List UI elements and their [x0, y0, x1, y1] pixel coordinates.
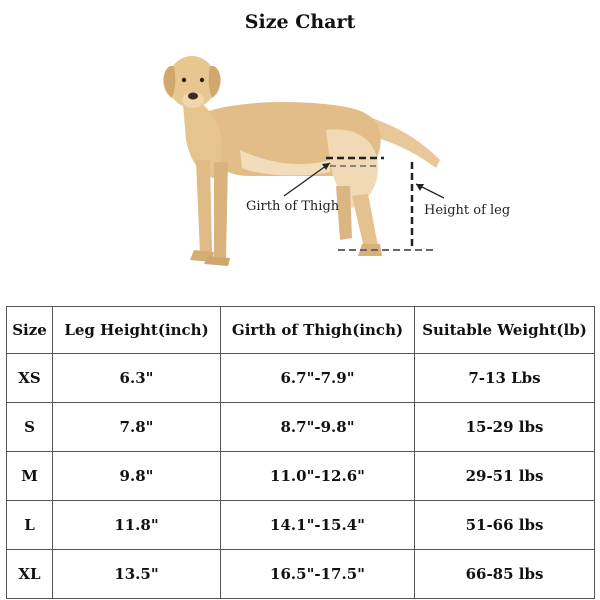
cell-thigh-girth: 14.1"-15.4" — [221, 501, 415, 550]
table-row — [7, 452, 595, 501]
cell-thigh-girth: 8.7"-9.8" — [221, 403, 415, 452]
cell-leg-height: 7.8" — [53, 403, 221, 452]
cell-weight: 29-51 lbs — [415, 452, 595, 501]
page-title: Size Chart — [244, 11, 356, 33]
cell-size: XL — [7, 550, 53, 599]
leg-height-label: Height of leg — [424, 203, 511, 218]
cell-leg-height: 9.8" — [53, 452, 221, 501]
cell-weight: 7-13 Lbs — [415, 354, 595, 403]
table-header-row — [7, 307, 595, 354]
header-thigh-girth: Girth of Thigh(inch) — [221, 307, 415, 354]
table-row — [7, 354, 595, 403]
table-row — [7, 403, 595, 452]
cell-thigh-girth: 6.7"-7.9" — [221, 354, 415, 403]
cell-leg-height: 6.3" — [53, 354, 221, 403]
dog-image — [163, 56, 440, 266]
table-row — [7, 550, 595, 599]
cell-weight: 15-29 lbs — [415, 403, 595, 452]
thigh-girth-label: Girth of Thigh — [246, 199, 340, 214]
header-size: Size — [7, 307, 53, 354]
table-row — [7, 501, 595, 550]
cell-leg-height: 13.5" — [53, 550, 221, 599]
cell-thigh-girth: 16.5"-17.5" — [221, 550, 415, 599]
cell-leg-height: 11.8" — [53, 501, 221, 550]
header-leg-height: Leg Height(inch) — [53, 307, 221, 354]
cell-thigh-girth: 11.0"-12.6" — [221, 452, 415, 501]
cell-size: S — [7, 403, 53, 452]
size-table — [6, 306, 595, 599]
cell-size: L — [7, 501, 53, 550]
header-weight: Suitable Weight(lb) — [415, 307, 595, 354]
cell-size: M — [7, 452, 53, 501]
cell-weight: 66-85 lbs — [415, 550, 595, 599]
cell-weight: 51-66 lbs — [415, 501, 595, 550]
dog-measurement-illustration — [0, 0, 600, 290]
cell-size: XS — [7, 354, 53, 403]
